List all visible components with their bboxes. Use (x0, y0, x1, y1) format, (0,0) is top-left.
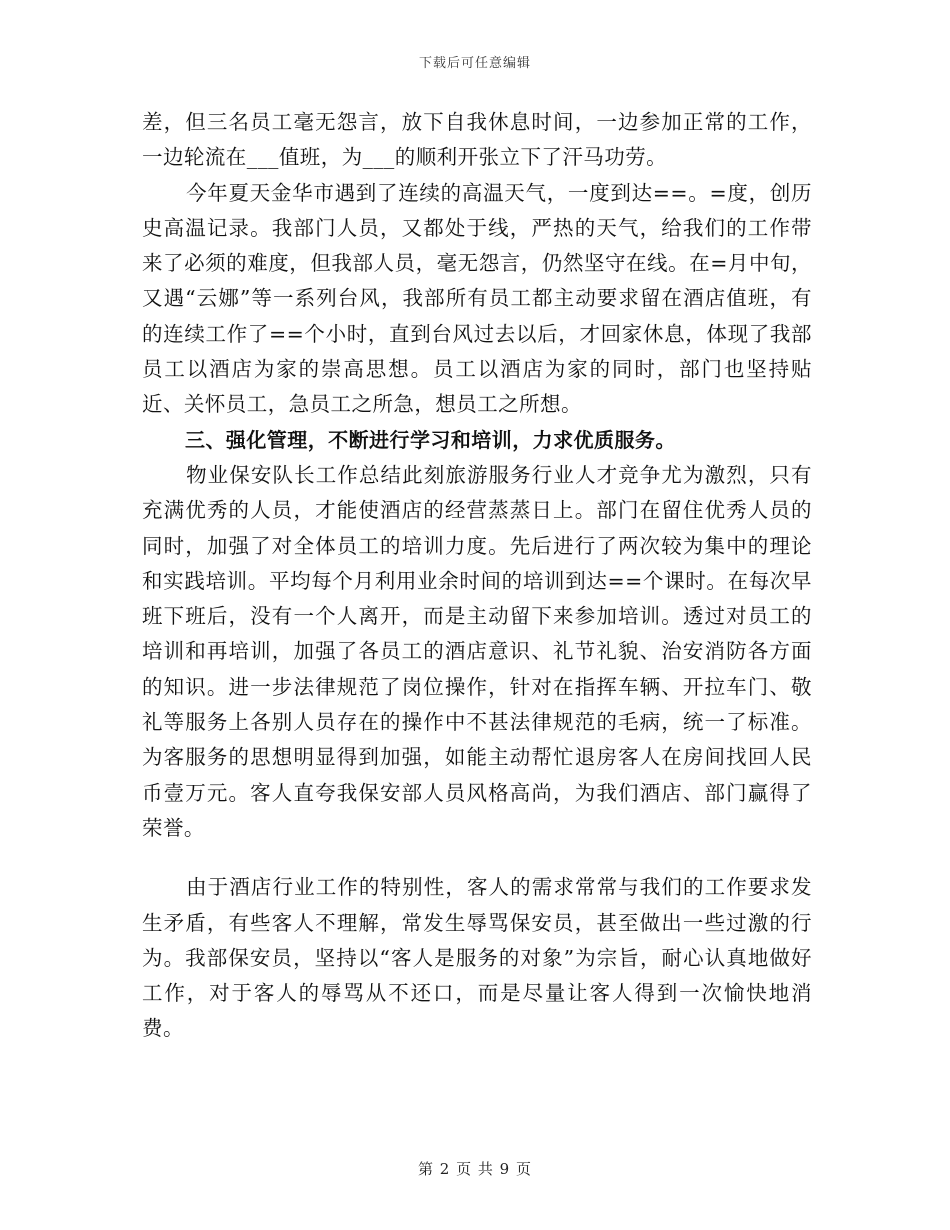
paragraph-continuation: 差，但三名员工毫无怨言，放下自我休息时间，一边参加正常的工作，一边轮流在___值班，为___的顺利开张立下了汗马功劳。 (142, 110, 812, 170)
page-number: 第 2 页 共 9 页 (418, 1160, 532, 1178)
paragraph-heat-wave: 今年夏天金华市遇到了连续的高温天气，一度到达==。=度，创历史高温记录。我部门人员，又都处于线，严热的天气，给我们的工作带来了必须的难度，但我部人员，毫无怨言，仍然坚守在线。在=月中旬，又遇“云娜”等一系列台风，我部所有员工都主动要求留在酒店值班，有的连续工作了==个小时，直到台风过去以后，才回家休息，体现了我部员工以酒店为家的崇高思想。员工以酒店为家的同时，部门也坚持贴近、关怀员工，急员工之所急，想员工之所想。 (142, 180, 812, 417)
paragraph-guest-relations: 由于酒店行业工作的特别性，客人的需求常常与我们的工作要求发生矛盾，有些客人不理解，常发生辱骂保安员，甚至做出一些过激的行为。我部保安员，坚持以“客人是服务的对象”为宗旨，耐心认真地做好工作，对于客人的辱骂从不还口，而是尽量让客人得到一次愉快地消费。 (142, 875, 812, 1041)
paragraph-training: 物业保安队长工作总结此刻旅游服务行业人才竞争尤为激烈，只有充满优秀的人员，才能使酒店的经营蒸蒸日上。部门在留住优秀人员的同时，加强了对全体员工的培训力度。先后进行了两次较为集中的理论和实践培训。平均每个月利用业余时间的培训到达==个课时。在每次早班下班后，没有一个人离开，而是主动留下来参加培训。透过对员工的培训和再培训，加强了各员工的酒店意识、礼节礼貌、治安消防各方面的知识。进一步法律规范了岗位操作，针对在指挥车辆、开拉车门、敬礼等服务上各别人员存在的操作中不甚法律规范的毛病，统一了标准。为客服务的思想明显得到加强，如能主动帮忙退房客人在房间找回人民币壹万元。客人直夸我保安部人员风格高尚，为我们酒店、部门赢得了荣誉。 (142, 462, 812, 840)
document-body (142, 105, 812, 1047)
page-header: 下载后可任意编辑 (418, 56, 531, 71)
paragraph-gap (142, 846, 812, 870)
section-heading: 三、强化管理，不断进行学习和培训，力求优质服务。 (185, 427, 676, 452)
